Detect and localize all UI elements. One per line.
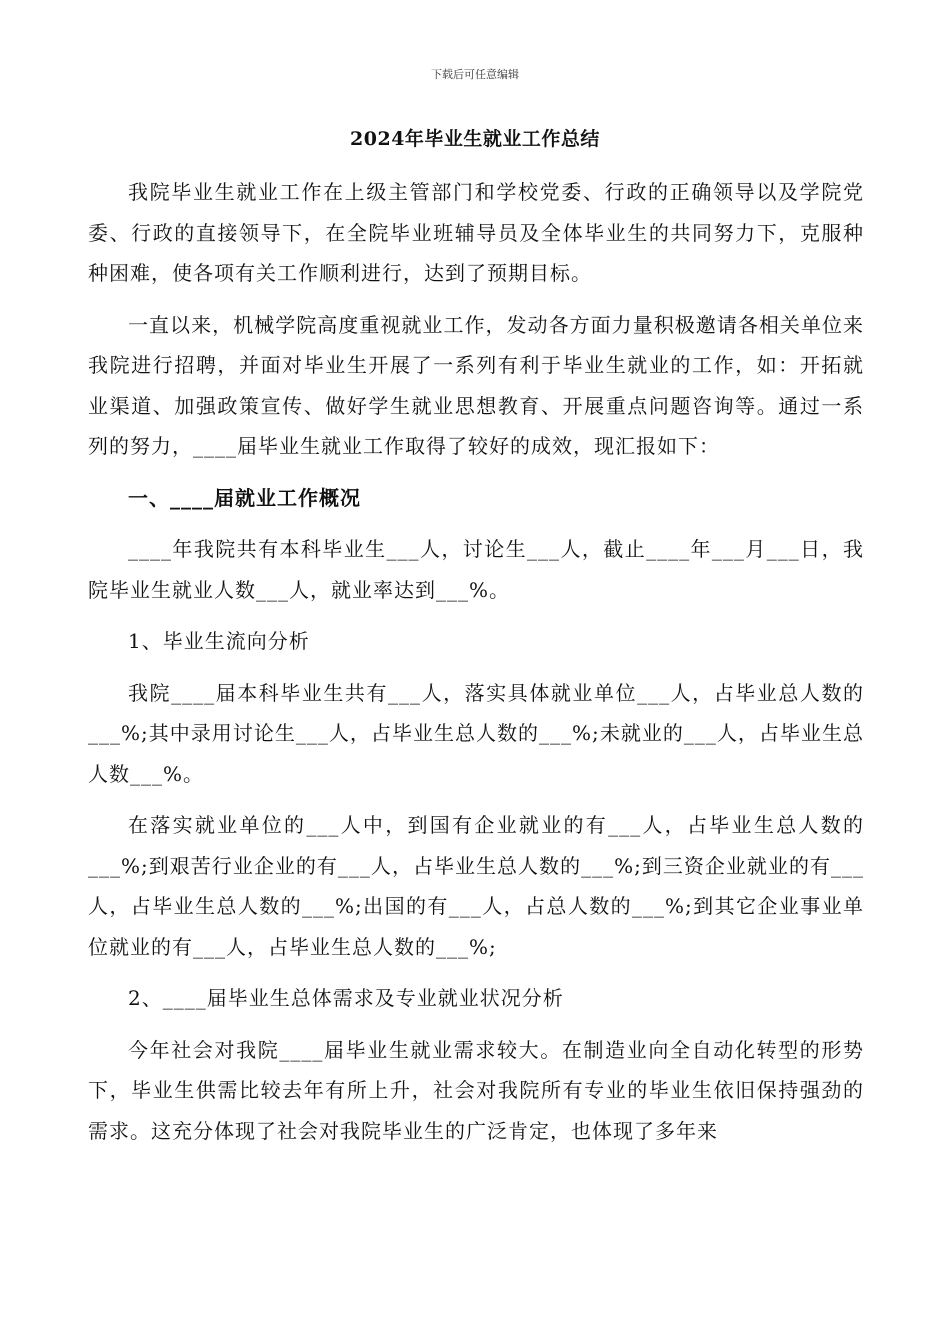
header-note: 下载后可任意编辑 — [431, 68, 519, 81]
subsection-heading-2: 2、____届毕业生总体需求及专业就业状况分析 — [128, 986, 564, 1010]
paragraph-flow-analysis: 我院____届本科毕业生共有___人，落实具体就业单位___人，占毕业总人数的___%;其中录用讨论生___人，占毕业生总人数的___%;未就业的___人，占毕业生总人数___%。 — [88, 680, 864, 786]
paragraph-demand-analysis: 今年社会对我院____届毕业生就业需求较大。在制造业向全自动化转型的形势下，毕业生供需比较去年有所上升，社会对我院所有专业的毕业生依旧保持强劲的需求。这充分体现了社会对我院毕业生的广泛肯定，也体现了多年来 — [88, 1037, 864, 1143]
subsection-heading-1: 1、毕业生流向分析 — [128, 629, 310, 653]
document-body — [88, 172, 864, 1162]
section-heading-1: 一、____届就业工作概况 — [128, 485, 361, 510]
paragraph-statistics: ____年我院共有本科毕业生___人，讨论生___人，截止____年___月___日，我院毕业生就业人数___人，就业率达到___%。 — [88, 537, 864, 602]
paragraph-employment-breakdown: 在落实就业单位的___人中，到国有企业就业的有___人，占毕业生总人数的___%;到艰苦行业企业的有___人，占毕业生总人数的___%;到三资企业就业的有___人，占毕业生总人数的___%;出国的有___人，占总人数的___%;到其它企业事业单位就业的有___人，占毕业生总人数的___%; — [88, 813, 864, 959]
paragraph-overview: 一直以来，机械学院高度重视就业工作，发动各方面力量积极邀请各相关单位来我院进行招聘，并面对毕业生开展了一系列有利于毕业生就业的工作，如：开拓就业渠道、加强政策宣传、做好学生就业思想教育、开展重点问题咨询等。通过一系列的努力，____届毕业生就业工作取得了较好的成效，现汇报如下： — [88, 312, 864, 458]
paragraph-intro: 我院毕业生就业工作在上级主管部门和学校党委、行政的正确领导以及学院党委、行政的直接领导下，在全院毕业班辅导员及全体毕业生的共同努力下，克服种种困难，使各项有关工作顺利进行，达到了预期目标。 — [88, 180, 864, 285]
document-title: 2024年毕业生就业工作总结 — [350, 128, 600, 150]
